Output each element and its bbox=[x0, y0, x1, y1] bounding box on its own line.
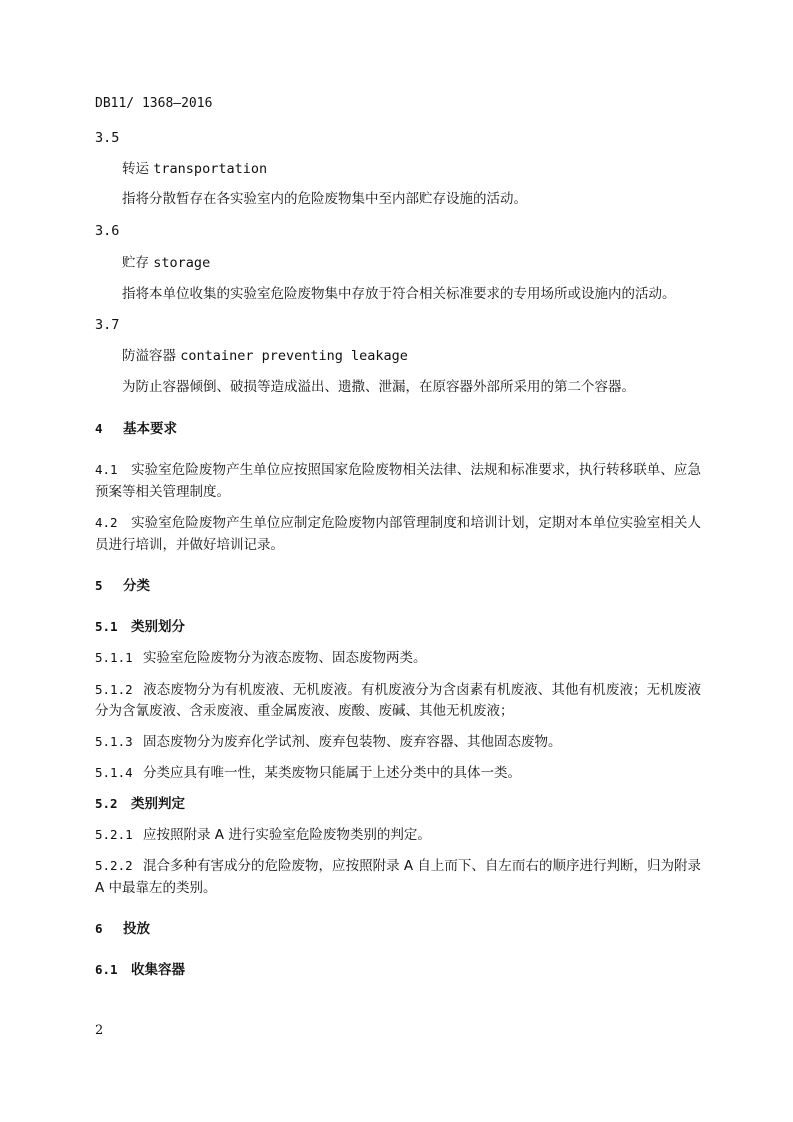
term-number: 3.5 bbox=[95, 130, 120, 146]
clause-number: 5.1.3 bbox=[95, 734, 133, 749]
term-title bbox=[122, 347, 408, 365]
clause-5-2-2-line2: A 中最靠左的类别。 bbox=[95, 880, 217, 896]
clause-number: 5.1.2 bbox=[95, 682, 133, 697]
section-title: 分类 bbox=[123, 578, 150, 594]
subsection-number: 5.2 bbox=[95, 796, 118, 811]
subsection-heading bbox=[95, 618, 185, 636]
clause-4-2-line1: 4.2 实验室危险废物产生单位应制定危险废物内部管理制度和培训计划，定期对本单位实验室相关人 bbox=[95, 515, 701, 531]
clause-5-1-2-line2: 分为含氰废液、含汞废液、重金属废液、废酸、废碱、其他无机废液； bbox=[95, 703, 514, 719]
subsection-title: 类别判定 bbox=[131, 796, 185, 812]
clause-5-1-3: 5.1.3 固态废物分为废弃化学试剂、废弃包装物、废弃容器、其他固态废物。 bbox=[95, 734, 562, 750]
subsection-title: 收集容器 bbox=[131, 962, 185, 978]
clause-4-2-line2: 员进行培训，并做好培训记录。 bbox=[95, 537, 284, 553]
term-title bbox=[122, 160, 267, 178]
section-heading bbox=[95, 577, 150, 595]
clause-number: 5.1.1 bbox=[95, 650, 133, 665]
section-title: 基本要求 bbox=[123, 421, 177, 437]
section-number: 4 bbox=[95, 421, 103, 436]
page-number: 2 bbox=[95, 1023, 104, 1038]
subsection-heading bbox=[95, 795, 185, 813]
term-title-zh: 防溢容器 bbox=[122, 348, 176, 364]
subsection-heading bbox=[95, 961, 185, 979]
term-number: 3.6 bbox=[95, 223, 120, 239]
subsection-number: 5.1 bbox=[95, 619, 118, 634]
clause-4-1-line2: 预案等相关管理制度。 bbox=[95, 484, 230, 500]
term-title-en: container preventing leakage bbox=[180, 348, 408, 364]
clause-5-1-4: 5.1.4 分类应具有唯一性，某类废物只能属于上述分类中的具体一类。 bbox=[95, 765, 521, 781]
section-number: 6 bbox=[95, 921, 103, 936]
clause-5-2-2-line1: 5.2.2 混合多种有害成分的危险废物，应按照附录 A 自上而下、自左而右的顺序进行判断，归为附录 bbox=[95, 858, 701, 874]
clause-number: 5.2.1 bbox=[95, 827, 133, 842]
term-definition: 指将本单位收集的实验室危险废物集中存放于符合相关标准要求的专用场所或设施内的活动。 bbox=[122, 286, 676, 302]
clause-number: 4.2 bbox=[95, 515, 118, 530]
term-title-en: transportation bbox=[153, 161, 268, 177]
term-definition: 为防止容器倾倒、破损等造成溢出、遗撒、泄漏，在原容器外部所采用的第二个容器。 bbox=[122, 379, 635, 395]
term-title bbox=[122, 254, 210, 272]
subsection-title: 类别划分 bbox=[131, 619, 185, 635]
document-code: DB11/ 1368—2016 bbox=[95, 96, 213, 111]
term-number: 3.7 bbox=[95, 317, 120, 333]
clause-number: 4.1 bbox=[95, 462, 118, 477]
term-title-en: storage bbox=[153, 255, 211, 271]
clause-4-1-line1: 4.1 实验室危险废物产生单位应按照国家危险废物相关法律、法规和标准要求，执行转移联单、应急 bbox=[95, 462, 701, 478]
section-title: 投放 bbox=[123, 921, 150, 937]
section-heading bbox=[95, 420, 177, 438]
term-title-zh: 转运 bbox=[122, 161, 149, 177]
section-number: 5 bbox=[95, 578, 103, 593]
clause-number: 5.2.2 bbox=[95, 858, 133, 873]
subsection-number: 6.1 bbox=[95, 962, 118, 977]
term-title-zh: 贮存 bbox=[122, 255, 149, 271]
clause-5-1-2-line1: 5.1.2 液态废物分为有机废液、无机废液。有机废液分为含卤素有机废液、其他有机废液；无机废液 bbox=[95, 682, 701, 698]
term-definition: 指将分散暂存在各实验室内的危险废物集中至内部贮存设施的活动。 bbox=[122, 191, 527, 207]
clause-number: 5.1.4 bbox=[95, 765, 133, 780]
clause-5-2-1: 5.2.1 应按照附录 A 进行实验室危险废物类别的判定。 bbox=[95, 827, 431, 843]
section-heading bbox=[95, 920, 150, 938]
clause-5-1-1: 5.1.1 实验室危险废物分为液态废物、固态废物两类。 bbox=[95, 650, 427, 666]
